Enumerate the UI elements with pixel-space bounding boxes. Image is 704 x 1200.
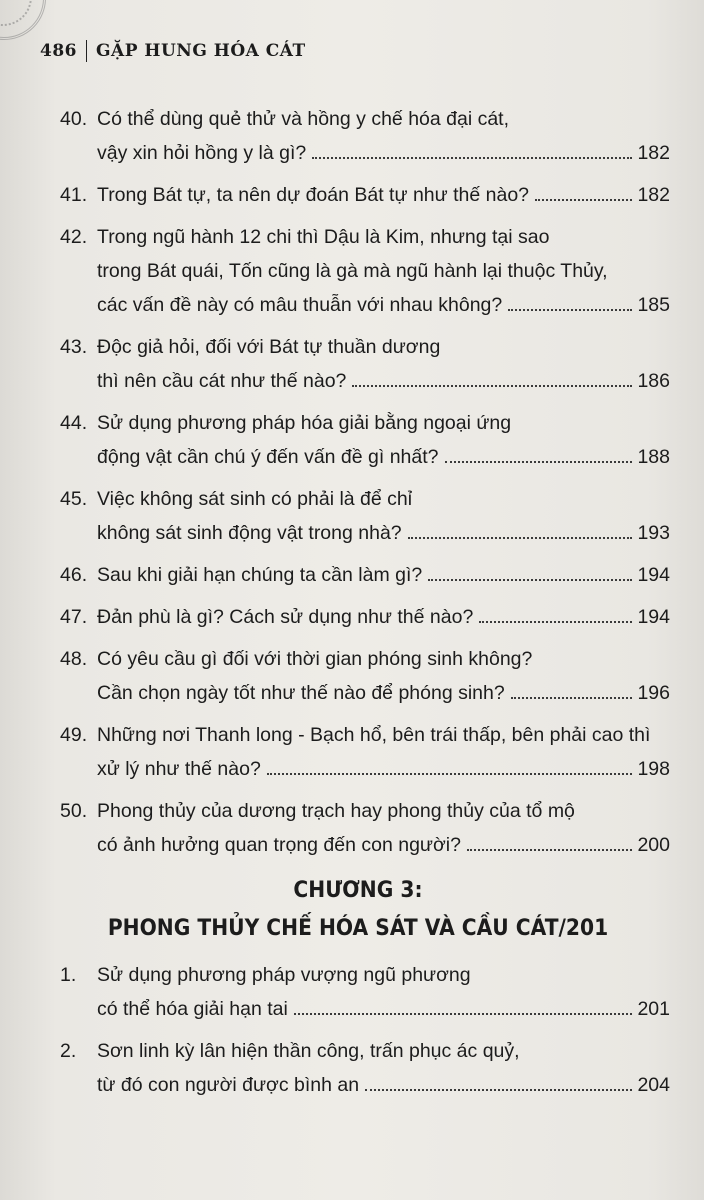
dot-leader <box>365 1089 632 1091</box>
dot-leader <box>445 461 633 463</box>
entry-text: động vật cần chú ý đến vấn đề gì nhất? <box>97 446 439 468</box>
entry-text: Việc không sát sinh có phải là để chỉ <box>97 488 413 510</box>
entry-text: thì nên cầu cát như thế nào? <box>97 370 347 392</box>
entry-text: Có yêu cầu gì đối với thời gian phóng sinh không? <box>97 648 533 670</box>
dot-leader <box>511 697 633 699</box>
entry-page-number: 201 <box>637 998 670 1020</box>
toc-entry <box>60 482 670 550</box>
entry-page-number: 196 <box>637 682 670 704</box>
dot-leader <box>352 385 632 387</box>
header-divider <box>86 40 87 62</box>
dot-leader <box>312 157 632 159</box>
entry-text: Sử dụng phương pháp vượng ngũ phương <box>97 964 471 986</box>
toc-entry <box>60 642 670 710</box>
entry-text: Những nơi Thanh long - Bạch hổ, bên trái thấp, bên phải cao thì <box>97 724 651 746</box>
toc-entry <box>60 558 670 592</box>
toc-entry <box>60 220 670 322</box>
entry-number: 1. <box>60 964 77 986</box>
entry-page-number: 198 <box>637 758 670 780</box>
toc-entry <box>60 406 670 474</box>
entry-text: vậy xin hỏi hồng y là gì? <box>97 142 307 164</box>
toc-entry <box>60 600 670 634</box>
entry-text: trong Bát quái, Tốn cũng là gà mà ngũ hành lại thuộc Thủy, <box>97 260 608 282</box>
dot-leader <box>408 537 633 539</box>
entry-number: 49. <box>60 724 88 746</box>
toc-entry <box>60 958 670 1026</box>
entry-page-number: 204 <box>637 1074 670 1096</box>
toc-entry <box>60 794 670 862</box>
running-header <box>40 36 306 66</box>
chapter-number: CHƯƠNG 3: <box>293 878 423 903</box>
toc-entry <box>60 102 670 170</box>
dot-leader <box>428 579 632 581</box>
entry-text: Có thể dùng quẻ thử và hồng y chế hóa đại cát, <box>97 108 510 130</box>
dot-leader <box>479 621 632 623</box>
entry-text: Cần chọn ngày tốt như thế nào để phóng sinh? <box>97 682 505 704</box>
entry-number: 40. <box>60 108 88 130</box>
chapter-entry-list <box>60 958 670 1102</box>
entry-text: Trong ngũ hành 12 chi thì Dậu là Kim, nhưng tại sao <box>97 226 550 248</box>
entry-number: 45. <box>60 488 88 510</box>
entry-number: 50. <box>60 800 88 822</box>
entry-text: có thể hóa giải hạn tai <box>97 998 288 1020</box>
dot-leader <box>267 773 633 775</box>
entry-text: có ảnh hưởng quan trọng đến con người? <box>97 834 461 856</box>
toc-entry <box>60 1034 670 1102</box>
entry-page-number: 185 <box>637 294 670 316</box>
entry-page-number: 188 <box>637 446 670 468</box>
entry-page-number: 194 <box>637 564 670 586</box>
entry-text: các vấn đề này có mâu thuẫn với nhau không? <box>97 294 503 316</box>
entry-text: từ đó con người được bình an <box>97 1074 360 1096</box>
dot-leader <box>467 849 633 851</box>
entry-page-number: 194 <box>637 606 670 628</box>
entry-number: 48. <box>60 648 88 670</box>
entry-page-number: 200 <box>637 834 670 856</box>
entry-number: 43. <box>60 336 88 358</box>
dot-leader <box>535 199 632 201</box>
entry-page-number: 182 <box>637 184 670 206</box>
entry-text: xử lý như thế nào? <box>97 758 261 780</box>
entry-number: 42. <box>60 226 88 248</box>
entry-page-number: 182 <box>637 142 670 164</box>
dot-leader <box>508 309 632 311</box>
entry-number: 47. <box>60 606 88 628</box>
entry-text: Trong Bát tự, ta nên dự đoán Bát tự như thế nào? <box>97 184 530 206</box>
entry-text: Phong thủy của dương trạch hay phong thủy của tổ mộ <box>97 800 575 822</box>
question-list <box>60 102 670 862</box>
toc-entry <box>60 330 670 398</box>
entry-number: 41. <box>60 184 88 206</box>
page-number: 486 <box>40 41 77 61</box>
entry-page-number: 186 <box>637 370 670 392</box>
running-title: GẶP HUNG HÓA CÁT <box>96 41 306 61</box>
dot-leader <box>294 1013 633 1015</box>
entry-text: Đản phù là gì? Cách sử dụng như thế nào? <box>97 606 474 628</box>
chapter-heading <box>46 872 670 948</box>
chapter-title: PHONG THỦY CHẾ HÓA SÁT VÀ CẦU CÁT/201 <box>107 916 609 941</box>
entry-number: 2. <box>60 1040 77 1062</box>
entry-text: Sử dụng phương pháp hóa giải bằng ngoại ứng <box>97 412 512 434</box>
toc-entry <box>60 718 670 786</box>
table-of-contents <box>60 102 670 1110</box>
entry-text: Sơn linh kỳ lân hiện thần công, trấn phục ác quỷ, <box>97 1040 520 1062</box>
entry-text: Sau khi giải hạn chúng ta cần làm gì? <box>97 564 423 586</box>
entry-page-number: 193 <box>637 522 670 544</box>
entry-number: 46. <box>60 564 88 586</box>
entry-text: không sát sinh động vật trong nhà? <box>97 522 402 544</box>
toc-entry <box>60 178 670 212</box>
entry-text: Độc giả hỏi, đối với Bát tự thuần dương <box>97 336 441 358</box>
entry-number: 44. <box>60 412 88 434</box>
